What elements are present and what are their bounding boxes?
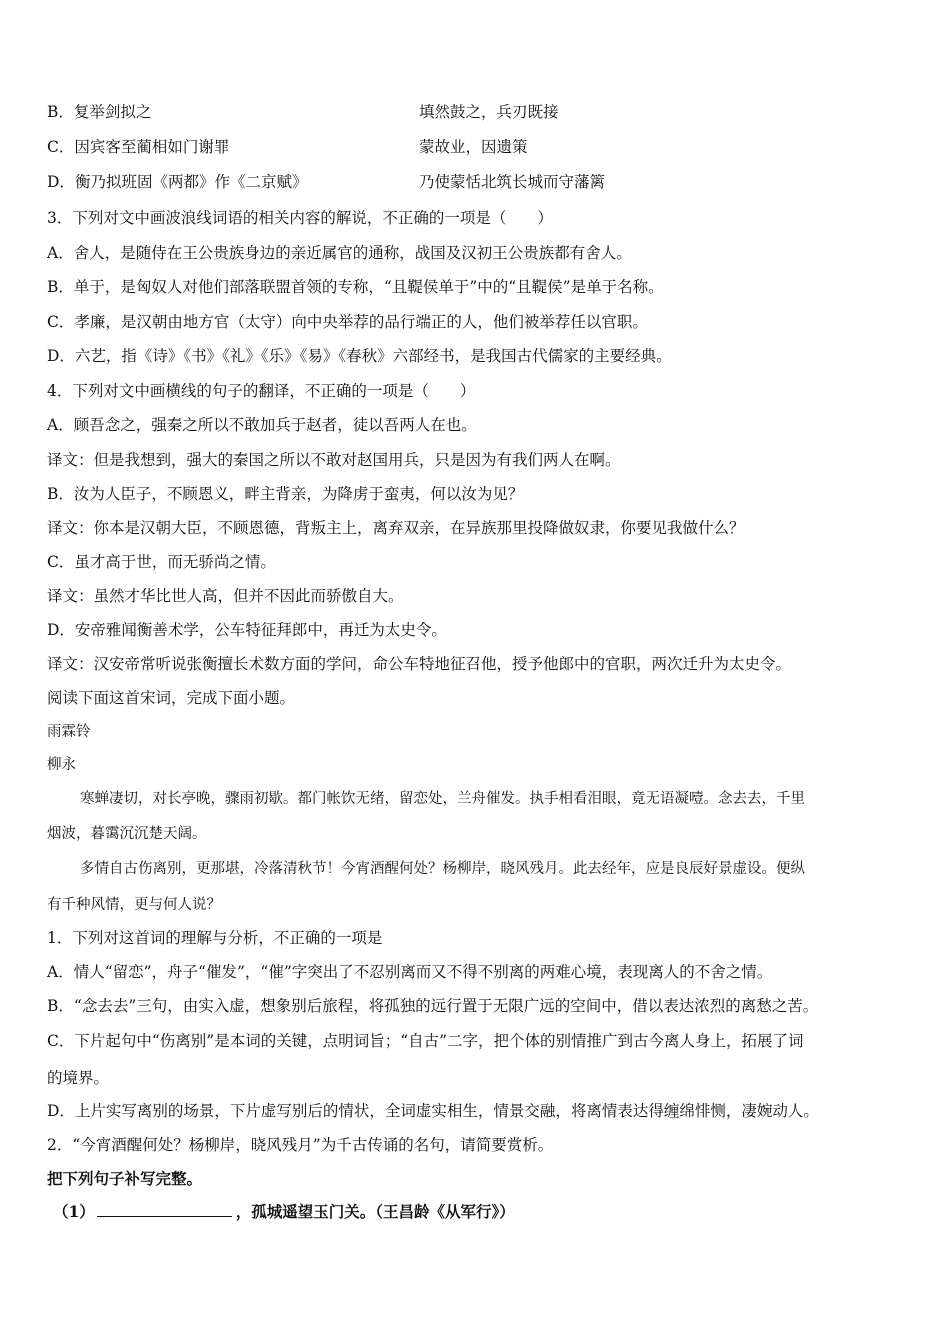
option-left-text: 复举剑拟之 xyxy=(73,103,152,121)
poem-intro: 阅读下面这首宋词，完成下面小题。 xyxy=(47,689,296,707)
question-3-option-d: D．六艺，指《诗》《书》《礼》《乐》《易》《春秋》六部经书，是我国古代儒家的主要经典。 xyxy=(47,347,672,365)
question-4-option-b: B．汝为人臣子，不顾恩义，畔主背亲，为降虏于蛮夷，何以汝为见？ xyxy=(47,485,524,503)
question-4-translation-a: 译文：但是我想到，强大的秦国之所以不敢对赵国用兵，只是因为有我们两人在啊。 xyxy=(47,451,621,469)
answer-blank[interactable] xyxy=(97,1202,232,1217)
poem-stanza-1-line-2: 烟波，暮霭沉沉楚天阔。 xyxy=(47,826,207,842)
option-row-b xyxy=(47,102,907,122)
fill-in-item-number: （1） xyxy=(53,1202,95,1221)
poem-question-1-stem: 1．下列对这首词的理解与分析，不正确的一项是 xyxy=(47,929,383,947)
option-right-text: 乃使蒙恬北筑长城而守藩篱 xyxy=(419,173,606,191)
question-4-option-c: C．虽才高于世，而无骄尚之情。 xyxy=(47,553,276,571)
poem-stanza-2-line-2: 有千种风情，更与何人说？ xyxy=(47,897,221,913)
poem-question-1-option-a: A．情人“留恋”，舟子“催发”，“催”字突出了不忍别离而又不得不别离的两难心境，表现离人的不舍之情。 xyxy=(47,963,773,981)
option-row-d xyxy=(47,172,907,192)
question-3-option-a: A．舍人，是随侍在王公贵族身边的亲近属官的通称，战国及汉初王公贵族都有舍人。 xyxy=(47,244,632,262)
question-3-stem: 3．下列对文中画波浪线词语的相关内容的解说，不正确的一项是（ ） xyxy=(47,209,553,227)
question-4-translation-d: 译文：汉安帝常听说张衡擅长术数方面的学问，命公车特地征召他，授予他郎中的官职，两次迁升为太史令。 xyxy=(47,655,792,673)
fill-in-item-text: ，孤城遥望玉门关。（王昌龄《从军行》） xyxy=(235,1202,515,1221)
option-left-text: 因宾客至蔺相如门谢罪 xyxy=(74,138,230,156)
option-right-text: 蒙故业，因遗策 xyxy=(419,138,528,156)
question-4-option-d: D．安帝雅闻衡善术学，公车特征拜郎中，再迁为太史令。 xyxy=(47,621,447,639)
poem-author: 柳永 xyxy=(47,757,76,773)
option-label: D． xyxy=(47,173,75,191)
poem-question-1-option-c: C．下片起句中“伤离别”是本词的关键，点明词旨；“自古”二字，把个体的别情推广到古今离人身上，拓展了词 xyxy=(47,1032,804,1050)
fill-in-heading: 把下列句子补写完整。 xyxy=(47,1169,203,1188)
question-4-option-a: A．顾吾念之，强秦之所以不敢加兵于赵者，徒以吾两人在也。 xyxy=(47,416,477,434)
question-4-translation-b: 译文：你本是汉朝大臣，不顾恩德，背叛主上，离弃双亲，在异族那里投降做奴隶，你要见我做什么？ xyxy=(47,519,745,537)
option-right-text: 填然鼓之，兵刃既接 xyxy=(419,103,559,121)
question-4-stem: 4．下列对文中画横线的句子的翻译，不正确的一项是（ ） xyxy=(47,382,476,400)
poem-question-1-option-d: D．上片实写离别的场景，下片虚写别后的情状，全词虚实相生，情景交融，将离情表达得缠绵悱恻，凄婉动人。 xyxy=(47,1102,819,1120)
option-label: C． xyxy=(47,138,75,156)
question-4-translation-c: 译文：虽然才华比世人高，但并不因此而骄傲自大。 xyxy=(47,587,404,605)
question-3-option-b: B．单于，是匈奴人对他们部落联盟首领的专称，“且鞮侯单于”中的“且鞮侯”是单于名称。 xyxy=(47,278,664,296)
poem-stanza-2-line-1: 多情自古伤离别，更那堪，冷落清秋节！今宵酒醒何处？杨柳岸，晓风残月。此去经年，应是良辰好景虚设。便纵 xyxy=(80,861,805,877)
option-row-c xyxy=(47,137,907,157)
question-3-option-c: C．孝廉，是汉朝由地方官（太守）向中央举荐的品行端正的人，他们被举荐任以官职。 xyxy=(47,313,648,331)
fill-in-item-1 xyxy=(53,1202,913,1222)
poem-question-1-option-b: B．“念去去”三句，由实入虚，想象别后旅程，将孤独的远行置于无限广远的空间中，借以表达浓烈的离愁之苦。 xyxy=(47,997,819,1015)
option-left-text: 衡乃拟班固《两都》作《二京赋》 xyxy=(74,173,308,191)
poem-stanza-1-line-1: 寒蝉凄切，对长亭晚，骤雨初歇。都门帐饮无绪，留恋处，兰舟催发。执手相看泪眼，竟无语凝噎。念去去，千里 xyxy=(80,791,805,807)
poem-title: 雨霖铃 xyxy=(47,724,91,740)
poem-question-2: 2．“今宵酒醒何处？杨柳岸，晓风残月”为千古传诵的名句，请简要赏析。 xyxy=(47,1136,554,1154)
option-label: B． xyxy=(47,103,74,121)
poem-question-1-option-c-cont: 的境界。 xyxy=(47,1069,110,1087)
